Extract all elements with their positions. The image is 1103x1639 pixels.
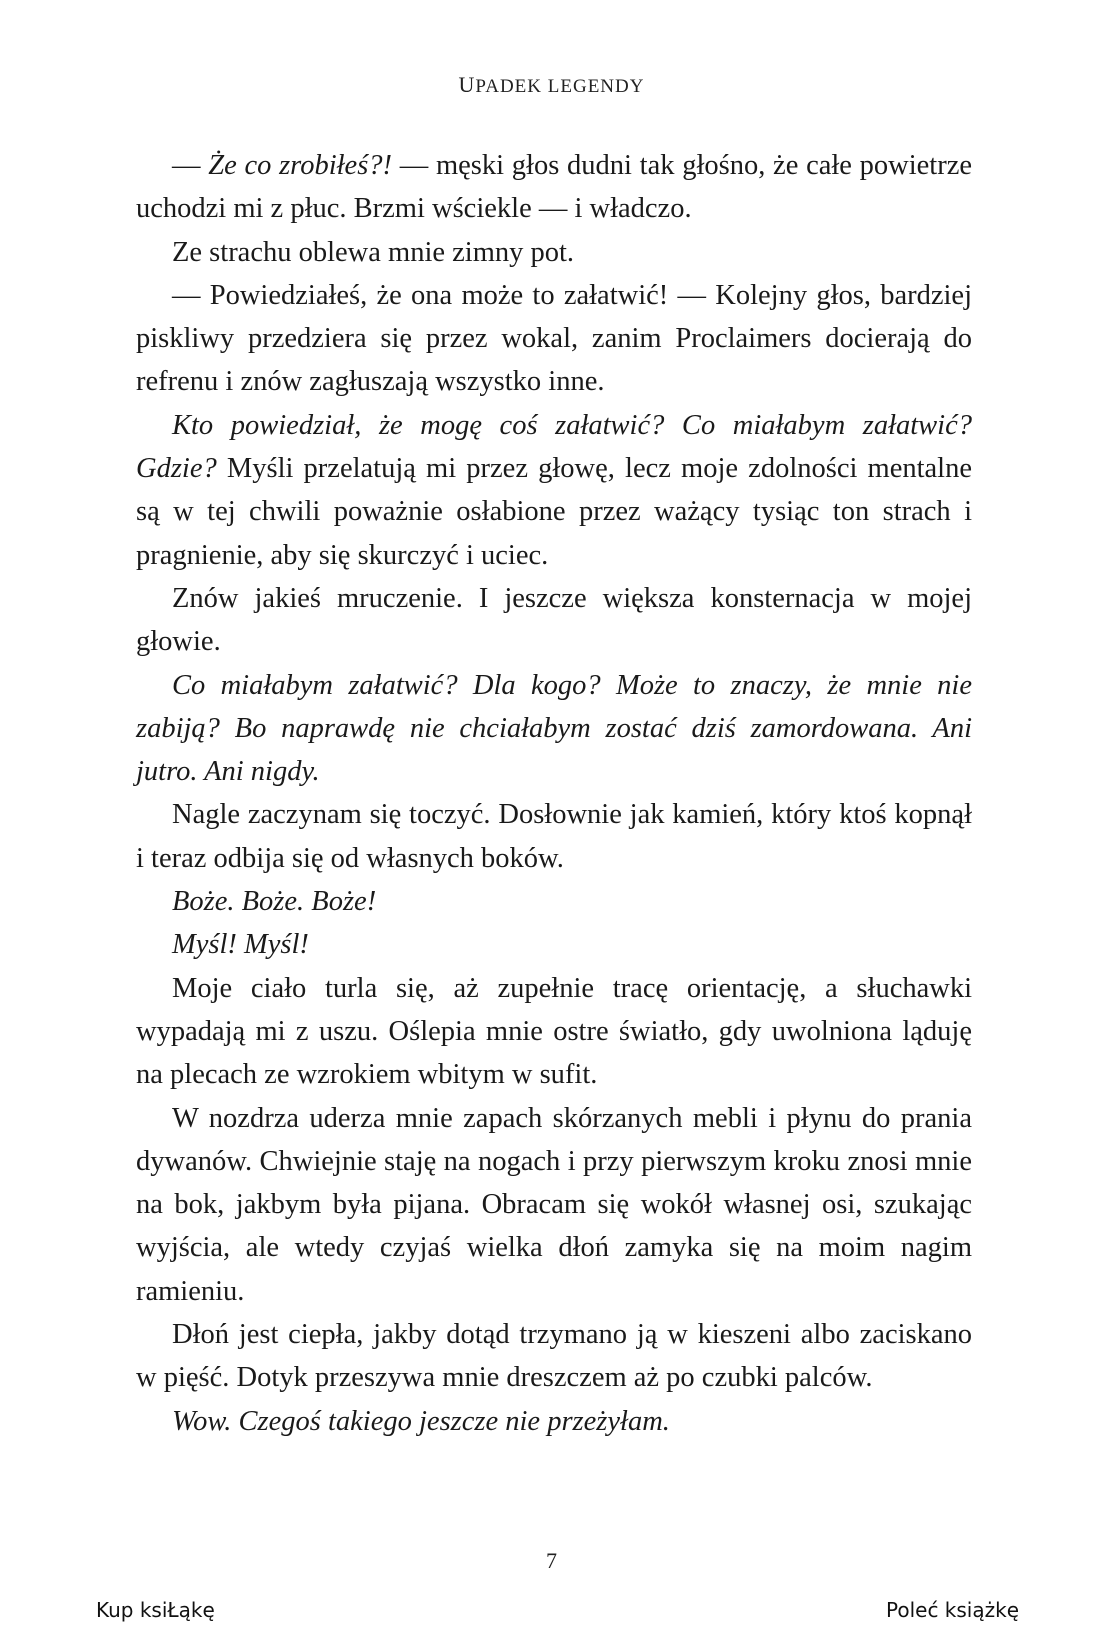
paragraph (136, 274, 972, 404)
italic-text: Wow. Czegoś takiego jeszcze nie przeżyłam. (172, 1405, 670, 1437)
italic-text: Że co zrobiłeś?! (208, 150, 393, 181)
running-header (0, 72, 1103, 98)
paragraph-text: Dłoń jest ciepła, jakby dotąd trzymano ją w kieszeni albo zaciskano w pięść. Dotyk przeszywa mnie dreszczem aż po czubki palców. (136, 1319, 972, 1394)
paragraph (136, 1313, 972, 1400)
paragraph-text: Myśli przelatują mi przez głowę, lecz moje zdolności mentalne są w tej chwili poważnie osłabione przez ważący tysiąc ton strach i pragnienie, aby się skurczyć i uciec. (136, 453, 972, 571)
paragraph-text: Ze strachu oblewa mnie zimny pot. (172, 236, 575, 268)
paragraph (136, 967, 972, 1097)
paragraph-text: — Powiedziałeś, że ona może to załatwić! — Kolejny głos, bardziej piskliwy przedziera się przez wokal, zanim Proclaimers docierają do refrenu i znów zagłuszają wszystko inne. (136, 279, 972, 398)
italic-text: Co miałabym załatwić? Dla kogo? Może to znaczy, że mnie nie zabiją? Bo naprawdę nie chciałabym zostać dziś zamordowana. Ani jutro. Ani nigdy. (136, 669, 972, 788)
paragraph (136, 404, 972, 577)
buy-book-link[interactable]: Kup ksiŁąkę (96, 1598, 215, 1622)
italic-text: Myśl! Myśl! (172, 929, 309, 961)
header-title-rest: PADEK LEGENDY (475, 76, 645, 97)
recommend-book-link[interactable]: Poleć książkę (886, 1598, 1019, 1622)
italic-text: Boże. Boże. Boże! (172, 886, 377, 918)
paragraph (136, 1400, 972, 1443)
paragraph (136, 664, 972, 794)
paragraph (136, 793, 972, 880)
paragraph-text: — męski głos dudni tak głośno, że całe powietrze uchodzi mi z płuc. Brzmi wściekle — i władczo. (136, 150, 973, 225)
paragraph-text: Znów jakieś mruczenie. I jeszcze większa konsternacja w mojej głowie. (136, 582, 972, 658)
paragraph-text: Moje ciało turla się, aż zupełnie tracę orientację, a słuchawki wypadają mi z uszu. Oślepia mnie ostre światło, gdy uwolniona ląduję na plecach ze wzrokiem wbitym w sufit. (136, 972, 972, 1091)
paragraph-text: Nagle zaczynam się toczyć. Dosłownie jak kamień, który ktoś kopnął i teraz odbija się od własnych boków. (136, 799, 972, 874)
paragraph (136, 880, 972, 923)
paragraph (136, 231, 972, 274)
paragraph (136, 923, 972, 966)
paragraph-text: — (172, 150, 209, 181)
body-text (136, 144, 972, 1443)
italic-text: Kto powiedział, że mogę coś załatwić? Co miałabym załatwić? Gdzie? (136, 409, 972, 485)
paragraph (136, 577, 972, 664)
page-number: 7 (546, 1548, 557, 1573)
paragraph-text: W nozdrza uderza mnie zapach skórzanych mebli i płynu do prania dywanów. Chwiejnie staję na nogach i przy pierwszym kroku znosi mnie na bok, jakbym była pijana. Obracam się wokół własnej osi, szukając wyjścia, ale wtedy czyjaś wielka dłoń zamyka się na moim nagim ramieniu. (136, 1102, 972, 1307)
header-title-initial: U (458, 72, 476, 97)
paragraph (136, 144, 972, 231)
paragraph (136, 1097, 972, 1313)
